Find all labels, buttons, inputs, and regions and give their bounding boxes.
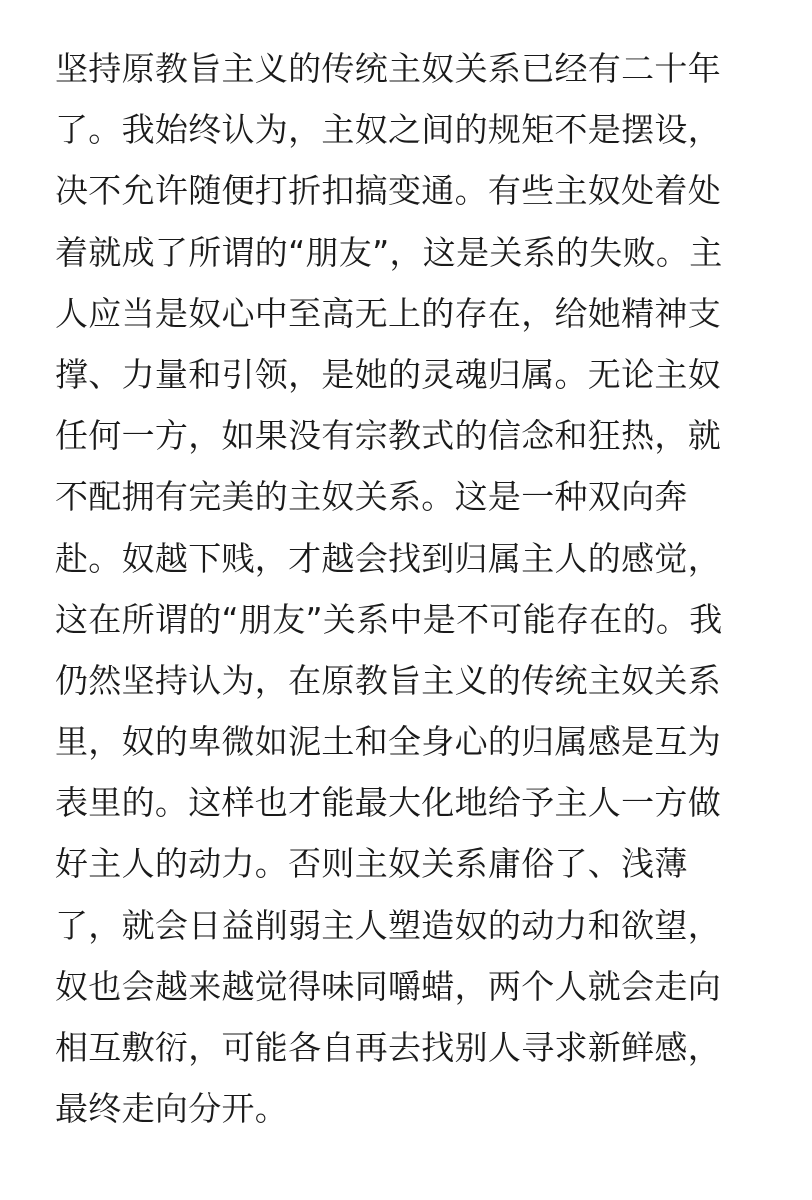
text-line-3: 决不允许随便打折扣搞变通。有些主奴处着处: [55, 171, 721, 211]
text-line-5: 人应当是奴心中至高无上的存在，给她精神支: [55, 293, 721, 333]
text-line-4: 着就成了所谓的“朋友”，这是关系的失败。主: [55, 232, 723, 272]
text-line-15: 了，就会日益削弱主人塑造奴的动力和欲望，: [55, 905, 721, 945]
text-line-9: 赴。奴越下贱，才越会找到归属主人的感觉，: [55, 538, 721, 578]
text-line-8: 不配拥有完美的主奴关系。这是一种双向奔: [55, 477, 688, 517]
text-line-7: 任何一方，如果没有宗教式的信念和狂热，就: [55, 416, 721, 456]
text-line-17: 相互敷衍，可能各自再去找别人寻求新鲜感，: [55, 1028, 721, 1067]
text-line-18: 最终走向分开。: [55, 1089, 289, 1129]
text-line-10: 这在所谓的“朋友”关系中是不可能存在的。我: [55, 599, 723, 639]
text-line-16: 奴也会越来越觉得味同嚼蜡，两个人就会走向: [55, 966, 721, 1006]
text-line-14: 好主人的动力。否则主奴关系庸俗了、浅薄: [55, 844, 688, 884]
document-body: [55, 38, 775, 1139]
text-line-11: 仍然坚持认为，在原教旨主义的传统主奴关系: [55, 660, 721, 700]
text-line-12: 里，奴的卑微如泥土和全身心的归属感是互为: [55, 722, 721, 762]
text-line-13: 表里的。这样也才能最大化地给予主人一方做: [55, 783, 721, 823]
text-line-1: 坚持原教旨主义的传统主奴关系已经有二十年: [55, 49, 721, 88]
text-line-6: 撑、力量和引领，是她的灵魂归属。无论主奴: [55, 354, 721, 394]
text-line-2: 了。我始终认为，主奴之间的规矩不是摆设，: [55, 110, 721, 150]
